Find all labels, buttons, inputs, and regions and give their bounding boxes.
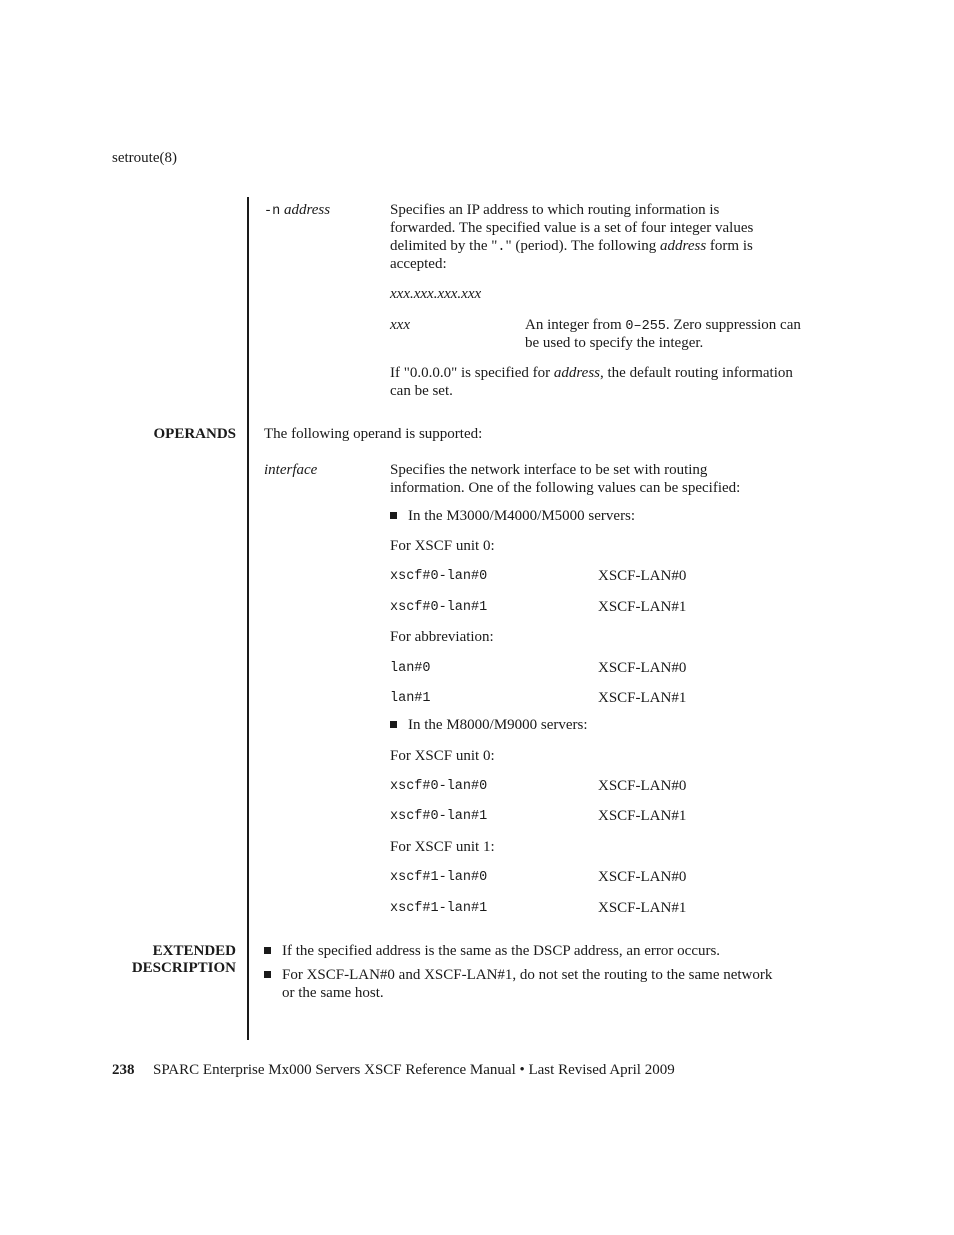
- page-number: 238: [112, 1062, 135, 1078]
- option-arg: address: [283, 202, 331, 218]
- default-route-note-line-2: can be set.: [390, 383, 453, 399]
- group1-abbrev-value-0: lan#0: [390, 661, 431, 676]
- group1-abbrev-value-1: lan#1: [390, 691, 431, 706]
- group1-unit0-label: For XSCF unit 0:: [390, 538, 495, 554]
- xxx-desc-line-2: be used to specify the integer.: [525, 335, 704, 351]
- extended-bullet-2: For XSCF-LAN#0 and XSCF-LAN#1, do not set the routing to the same network: [264, 966, 772, 984]
- option-n-desc-line-2: forwarded. The specified value is a set of four integer values: [390, 220, 754, 236]
- xxx-desc-line-1: An integer from 0–255. Zero suppression can: [525, 317, 801, 334]
- group1-unit0-meaning-0: XSCF-LAN#0: [598, 568, 687, 584]
- extended-heading-line-1: EXTENDED: [152, 943, 236, 959]
- option-n-term: [264, 201, 330, 221]
- interface-desc-line-1: Specifies the network interface to be set with routing: [390, 462, 708, 478]
- group2-unit1-label: For XSCF unit 1:: [390, 839, 495, 855]
- option-n-desc-line-1: Specifies an IP address to which routing information is: [390, 202, 720, 218]
- operands-intro: The following operand is supported:: [264, 426, 483, 442]
- bullet-square-icon: [390, 721, 397, 728]
- extended-bullet-2-line-2: or the same host.: [282, 985, 384, 1001]
- bullet-m8000-group: In the M8000/M9000 servers:: [390, 716, 588, 734]
- group2-unit0-meaning-0: XSCF-LAN#0: [598, 778, 687, 794]
- group2-unit1-meaning-0: XSCF-LAN#0: [598, 869, 687, 885]
- option-n-desc-line-3: delimited by the "." (period). The following address form is: [390, 238, 753, 255]
- footer-title: SPARC Enterprise Mx000 Servers XSCF Reference Manual • Last Revised April 2009: [153, 1062, 675, 1078]
- group2-unit0-label: For XSCF unit 0:: [390, 748, 495, 764]
- group2-unit0-meaning-1: XSCF-LAN#1: [598, 808, 687, 824]
- extended-heading-line-2: DESCRIPTION: [131, 960, 236, 976]
- address-format: xxx.xxx.xxx.xxx: [390, 286, 482, 302]
- bullet-square-icon: [264, 947, 271, 954]
- group1-unit0-value-0: xscf#0-lan#0: [390, 569, 488, 584]
- xxx-term: xxx: [390, 317, 410, 333]
- group1-abbrev-meaning-0: XSCF-LAN#0: [598, 660, 687, 676]
- bullet-square-icon: [264, 971, 271, 978]
- option-flag: -n: [264, 204, 281, 219]
- group2-unit1-value-0: xscf#1-lan#0: [390, 870, 488, 885]
- group2-unit0-value-0: xscf#0-lan#0: [390, 779, 488, 794]
- bullet-square-icon: [390, 512, 397, 519]
- default-route-note-line-1: If "0.0.0.0" is specified for address, the default routing information: [390, 365, 793, 381]
- group1-unit0-meaning-1: XSCF-LAN#1: [598, 599, 687, 615]
- bullet-m3000-group: In the M3000/M4000/M5000 servers:: [390, 507, 635, 525]
- running-head: setroute(8): [112, 150, 177, 166]
- option-n-desc-line-4: accepted:: [390, 256, 447, 272]
- group1-abbrev-meaning-1: XSCF-LAN#1: [598, 690, 687, 706]
- group1-abbrev-label: For abbreviation:: [390, 629, 494, 645]
- interface-desc-line-2: information. One of the following values can be specified:: [390, 480, 741, 496]
- group2-unit1-value-1: xscf#1-lan#1: [390, 901, 488, 916]
- extended-bullet-1: If the specified address is the same as the DSCP address, an error occurs.: [264, 942, 720, 960]
- interface-term: interface: [264, 462, 318, 478]
- group2-unit0-value-1: xscf#0-lan#1: [390, 809, 488, 824]
- operands-heading: OPERANDS: [153, 426, 236, 442]
- group2-unit1-meaning-1: XSCF-LAN#1: [598, 900, 687, 916]
- section-rule: [247, 197, 249, 1040]
- group1-unit0-value-1: xscf#0-lan#1: [390, 600, 488, 615]
